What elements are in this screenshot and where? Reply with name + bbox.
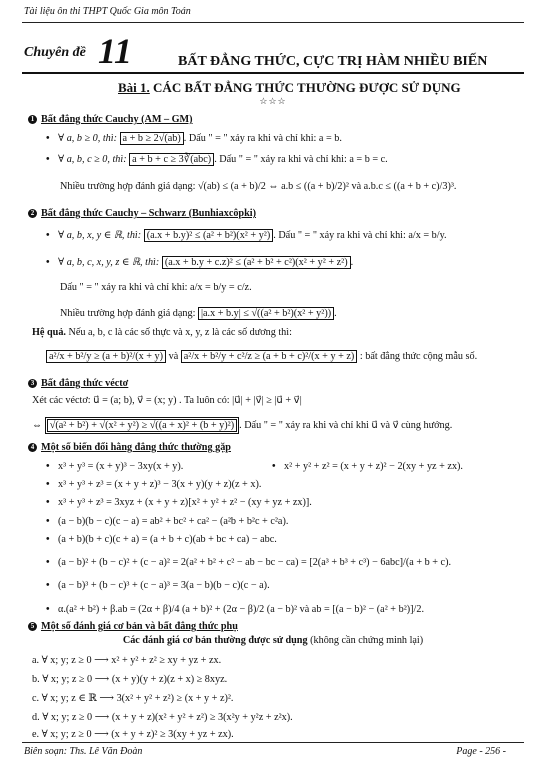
lesson-label: Bài 1. (118, 80, 150, 95)
boxed-formula: |a.x + b.y| ≤ √((a² + b²)(x² + y²)) (198, 307, 334, 320)
section-2-heading (28, 207, 256, 220)
bullet-icon: • (46, 133, 50, 144)
section-5-heading (28, 620, 238, 633)
bullet-icon: • (46, 257, 50, 268)
formula-text: c. ∀ x; y; z ∈ ℝ ⟶ 3(x² + y² + z²) ≥ (x + y + z)². (32, 693, 234, 704)
bullet-icon: • (46, 230, 50, 241)
formula-line (46, 153, 388, 166)
chapter-label: Chuyên đề (24, 45, 86, 60)
formula-text: ∀ a, b, c, x, y, z ∈ ℝ, thì: (58, 257, 160, 268)
section-3-heading (28, 377, 128, 390)
formula-line (46, 556, 451, 569)
lesson-title (118, 80, 461, 96)
formula-line (272, 460, 463, 473)
bullet-icon: • (46, 516, 50, 527)
formula-text: ⇔ (32, 420, 45, 431)
corollary-label: Hệ quả. (32, 327, 66, 338)
bullet-icon: • (46, 154, 50, 165)
formula-text: a. ∀ x; y; z ≥ 0 ⟶ x² + y² + z² ≥ xy + yz + zx. (32, 655, 222, 666)
section-number-icon: 4 (28, 443, 37, 452)
formula-line (46, 515, 288, 528)
section-title: Bất đẳng thức Cauchy – Schwarz (Bunhiaxcôpki) (41, 208, 256, 219)
boxed-formula: (a.x + b.y + c.z)² ≤ (a² + b² + c²)(x² + y² + z²) (162, 256, 351, 269)
bullet-icon: • (272, 461, 276, 472)
formula-text: (a − b)² + (b − c)² + (c − a)² = 2(a² + b² + c² − ab − bc − ca) = [2(a³ + b³ + c³) − 6abc]/(a + b + c). (58, 557, 452, 568)
formula-line (46, 256, 353, 269)
header-rule (22, 22, 524, 23)
chapter-number: 11 (98, 31, 133, 71)
bullet-icon: • (46, 557, 50, 568)
formula-text: Xét các véctơ: u⃗ = (a; b), v⃗ = (x; y) . Ta luôn có: |u⃗| + |v⃗| ≥ |u⃗ + v⃗| (32, 395, 302, 406)
formula-line (60, 307, 337, 320)
formula-text: x³ + y³ + z³ = 3xyz + (x + y + z)[x² + y² + z² − (xy + yz + zx)]. (58, 497, 312, 508)
subsection-title-bold: Các đánh giá cơ bản thường được sử dụng (122, 635, 308, 646)
corollary-line (32, 326, 292, 339)
bullet-icon: • (46, 479, 50, 490)
formula-line (32, 394, 302, 407)
formula-line (46, 533, 277, 546)
formula-line (46, 496, 312, 509)
formula-text: Dấu " = " xảy ra khi và chỉ khi: a/x = b/y = c/z. (60, 282, 252, 293)
stars-decoration: ☆☆☆ (259, 96, 287, 106)
formula-text: e. ∀ x; y; z ≥ 0 ⟶ (x + y + z)² ≥ 3(xy + yz + zx). (32, 729, 234, 740)
formula-line (60, 180, 456, 193)
boxed-formula: a²/x + b²/y + c²/z ≥ (a + b + c)²/(x + y + z) (181, 350, 358, 363)
formula-line (32, 419, 452, 432)
formula-text: b. ∀ x; y; z ≥ 0 ⟶ (x + y)(y + z)(z + x) ≥ 8xyz. (32, 674, 228, 685)
formula-text: . Dấu " = " xảy ra khi và chỉ khi: a/x = b/y. (273, 230, 447, 241)
formula-line (46, 132, 342, 145)
formula-text: . Dấu " = " xảy ra khi và chỉ khi: a = b. (183, 133, 342, 144)
section-title: Bất đẳng thức Cauchy (AM – GM) (41, 114, 193, 125)
formula-text: (a − b)³ + (b − c)³ + (c − a)³ = 3(a − b)(b − c)(c − a). (58, 580, 270, 591)
formula-text: . Dấu " = " xảy ra khi và chỉ khi u⃗ và v⃗ cùng hướng. (239, 420, 453, 431)
formula-line (46, 229, 447, 242)
formula-text: x² + y² + z² = (x + y + z)² − 2(xy + yz + zx). (284, 461, 463, 472)
estimate-line (32, 711, 293, 724)
formula-text: và (166, 351, 181, 362)
formula-line (46, 460, 183, 473)
boxed-formula: a²/x + b²/y ≥ (a + b)²/(x + y) (46, 350, 166, 363)
boxed-formula: a + b + c ≥ 3∛(abc) (129, 153, 214, 166)
section-number-icon: 3 (28, 379, 37, 388)
section-title: Một số biến đổi hằng đẳng thức thường gặp (41, 442, 231, 453)
bullet-icon: • (46, 580, 50, 591)
estimate-line (32, 728, 234, 741)
section-title: Một số đánh giá cơ bản và bất đẳng thức phụ (41, 621, 238, 632)
document-header: Tài liệu ôn thi THPT Quốc Gia môn Toán (24, 6, 191, 17)
formula-text: ∀ a, b, x, y ∈ ℝ, thì: (58, 230, 142, 241)
formula-text: x³ + y³ = (x + y)³ − 3xy(x + y). (58, 461, 184, 472)
formula-line (46, 478, 261, 491)
formula-text: . Dấu " = " xảy ra khi và chỉ khi: a = b = c. (214, 154, 388, 165)
bullet-icon: • (46, 534, 50, 545)
subsection-title-note: (không cần chứng minh lại) (307, 635, 424, 646)
subsection-title (0, 635, 546, 646)
formula-text: d. ∀ x; y; z ≥ 0 ⟶ (x + y + z)(x² + y² + z²) ≥ 3(x²y + y²z + z²x). (32, 712, 293, 723)
section-title: Bất đẳng thức véctơ (41, 378, 129, 389)
estimate-line (32, 692, 233, 705)
formula-text: ∀ a, b, c ≥ 0, thì: (58, 154, 127, 165)
bullet-icon: • (46, 497, 50, 508)
formula-text: : bất đẳng thức cộng mẫu số. (357, 351, 478, 362)
formula-line (46, 603, 424, 616)
estimate-line (32, 654, 221, 667)
bullet-icon: • (46, 461, 50, 472)
formula-text: Nếu a, b, c là các số thực và x, y, z là các số dương thì: (65, 327, 292, 338)
footer-page-number: Page - 256 - (456, 746, 506, 757)
boxed-formula: √(a² + b²) + √(x² + y²) ≥ √((a + x)² + (b + y)²) (45, 417, 239, 434)
chapter-rule (22, 72, 524, 74)
section-number-icon: 2 (28, 209, 37, 218)
formula-text: . (334, 308, 337, 319)
lesson-title-text: CÁC BẤT ĐẲNG THỨC THƯỜNG ĐƯỢC SỬ DỤNG (153, 80, 461, 95)
formula-line (60, 281, 252, 294)
formula-text: ∀ a, b ≥ 0, thì: (58, 133, 117, 144)
section-number-icon: 1 (28, 115, 37, 124)
footer-rule (22, 742, 524, 743)
formula-text: . (350, 257, 354, 268)
formula-text: x³ + y³ + z³ = (x + y + z)³ − 3(x + y)(y + z)(z + x). (58, 479, 262, 490)
boxed-formula: a + b ≥ 2√(ab) (120, 132, 184, 145)
boxed-formula: (a.x + b.y)² ≤ (a² + b²)(x² + y²) (144, 229, 274, 242)
formula-line (46, 579, 270, 592)
formula-text: α.(a² + b²) + β.ab = (2α + β)/4 (a + b)² + (2α − β)/2 (a − b)² và ab = [(a − b)² − (a² + b²)]/2. (58, 604, 425, 615)
bullet-icon: • (46, 604, 50, 615)
section-1-heading (28, 113, 193, 126)
formula-text: Nhiều trường hợp đánh giá dạng: (60, 308, 196, 319)
section-number-icon: 5 (28, 622, 37, 631)
formula-line (46, 350, 477, 363)
estimate-line (32, 673, 227, 686)
formula-text: (a + b)(b + c)(c + a) = (a + b + c)(ab + bc + ca) − abc. (58, 534, 277, 545)
footer-author: Biên soạn: Ths. Lê Văn Đoàn (24, 746, 143, 757)
chapter-title: BẤT ĐẲNG THỨC, CỰC TRỊ HÀM NHIỀU BIẾN (178, 54, 488, 69)
formula-text: Nhiều trường hợp đánh giá dạng: √(ab) ≤ (a + b)/2 ⇔ a.b ≤ ((a + b)/2)² và a.b.c ≤ ((a + b + c)/3)³. (60, 181, 457, 192)
section-4-heading (28, 441, 231, 454)
formula-text: (a − b)(b − c)(c − a) = ab² + bc² + ca² − (a²b + b²c + c²a). (58, 516, 289, 527)
